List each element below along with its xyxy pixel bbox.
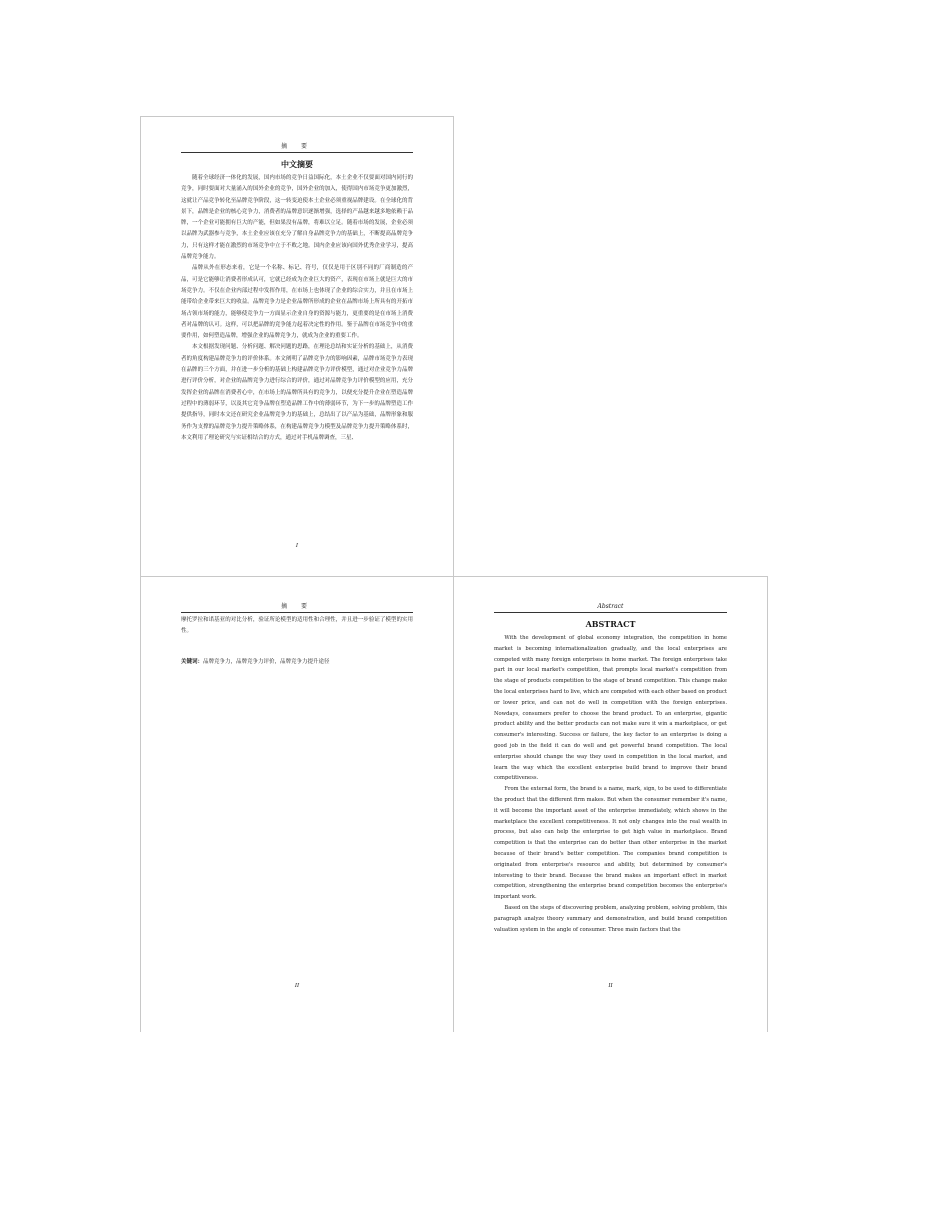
page-number: II: [608, 983, 613, 989]
paragraph: 本文根据发现问题、分析问题、解决问题的思路，在理论总结和实证分析的基础上，从消费者的角度构建品牌竞争力的评价体系。本文阐明了品牌竞争力的影响因素，品牌市场竞争力表现在品牌的三个方面，并在进一步分析的基础上构建品牌竞争力评价模型，通过对企业竞争力品牌进行评价分析，对企业的品牌竞争力进行综合的评价，通过对品牌竞争力评价模型的应用，充分发挥企业的品牌在消费者心中，在市场上的品牌所具有的竞争力，以便充分提升企业在塑造品牌过程中的薄弱环节，以及其它竞争品牌在塑造品牌工作中的薄弱环节，为下一步的品牌塑造工作提供指导，同时本文还在研究企业品牌竞争力的基础上，总结出了以产品为基础，品牌形象和服务作为支撑的品牌竞争力提升策略体系，在构建品牌竞争力模型及品牌竞争力提升策略体系时，本文利用了理论研究与实证相结合的方式，通过对手机品牌调查，三星、: [181, 344, 413, 441]
keywords-line: [181, 657, 413, 665]
keywords-text: 品牌竞争力，品牌竞争力评价，品牌竞争力提升途径: [203, 659, 330, 665]
abstract-title: 中文摘要: [281, 159, 313, 169]
paragraph: With the development of global economy integration, the competition in home market is becoming internationalization gradually, and the local enterprises are competed with many foreign enterprises in home market. The foreign enterprises take part in our local market's competition, that prompts local market's competition from the stage of products competition to the stage of brand competition. This change make the local enterprises hard to live, which are competed with each other based on product or lower price, and can not do well in competition with the foreign enterprises. Nowdays, consumers prefer to choose the brand product. To an enterprise, gigantic product ability and the better products can not make sure it win a marketplace, or get consumer's interesting. Success or failure, the key factor to an enterprise is doing a good job in the field it can do well and get powerful brand competition. The local enterprise should change the way they used in competition in the local market, and learn the way which the excellent enterprise build brand to improve their brand competitiveness.: [494, 635, 728, 782]
page-chinese-abstract-1: [140, 116, 454, 576]
paragraph: Based on the steps of discovering problem, analyzing problem, solving problem, this paragraph analyze theory summary and demonstration, and build brand competition valuation system in the angle of consumer. Three main factors that the: [494, 904, 727, 933]
running-header: Abstract: [494, 603, 727, 613]
paragraph: From the external form, the brand is a name, mark, sign, to be used to differentiate the product that the different firm makes. But when the consumer remember it's name, it will become the important asset of the enterprise immediately, which shows in the marketplace the excellent competitiveness. It not only changes into the real wealth in process, but also can help the enterprise to get high value in marketplace. Brand competition is that the enterprise can do better than other enterprise in the market because of their brand's better competition. The companies brand competition is originated from enterprise's resource and ability, but determined by consumer's interesting to their brand. Because the brand makes an important effect in market competition, strengthening the enterprise brand competition becomes the enterprise's important work.: [494, 786, 727, 901]
running-header: 摘 要: [181, 603, 413, 613]
running-header: 摘 要: [181, 143, 413, 153]
abstract-body: [494, 633, 727, 935]
paragraph: 摩托罗拉和诺基亚的对比分析，验证所论模型的适用性和合理性，并且进一步验证了模型的实用性。: [181, 617, 413, 635]
page-english-abstract: [454, 576, 768, 1032]
page-number: II: [294, 983, 300, 989]
keywords-label: 关键词：: [181, 659, 204, 665]
paragraph: 品牌从外在形态来看，它是一个名称、标记、符号，仅仅是用于区别不同的厂商制造的产品，可是它能够让消费者形成认可，它就已经成为企业巨大的资产，表现在市场上就是巨大的市场竞争力。不仅在企业内部过程中发挥作用，在市场上也体现了企业的综合实力，并且在市场上能带给企业带来巨大的收益。品牌竞争力是企业品牌所形成的企业在品牌市场上所具有的开拓市场占领市场的能力，能够使竞争力一方面显示企业自身的资源与能力，更重要的是在市场上消费者对品牌的认可。这样，可以把品牌的竞争能力起着决定性的作用。鉴于品牌在市场竞争中的重要作用，如何塑造品牌，增强企业的品牌竞争力，就成为企业的重要工作。: [181, 265, 413, 340]
abstract-body: [181, 615, 413, 638]
page-chinese-abstract-2: [140, 576, 454, 1032]
abstract-body: [181, 173, 413, 444]
paragraph: 随着全球经济一体化的发展，国内市场的竞争日益国际化，本土企业不仅要面对国内同行的竞争，同时要面对大量涌入的国外企业的竞争，国外企业的加入，使得国内市场竞争更加激烈，这就让产品竞争转化至品牌竞争阶段，这一转变迫使本土企业必须重视品牌建设。在全球化的背景下，品牌是企业的核心竞争力，消费者的品牌意识逐渐增强，选择的产品越来越多地依赖于品牌，一个企业可能拥有巨大的产能，但如果没有品牌，将难以立足。随着市场的发展，企业必须以品牌为武器参与竞争，本土企业应该在充分了解自身品牌竞争力的基础上，不断提高品牌竞争力，只有这样才能在激烈的市场竞争中立于不败之地。国内企业应该向国外优秀企业学习，提高品牌竞争能力。: [181, 175, 413, 261]
abstract-title: ABSTRACT: [585, 619, 636, 629]
page-number: I: [295, 543, 299, 549]
